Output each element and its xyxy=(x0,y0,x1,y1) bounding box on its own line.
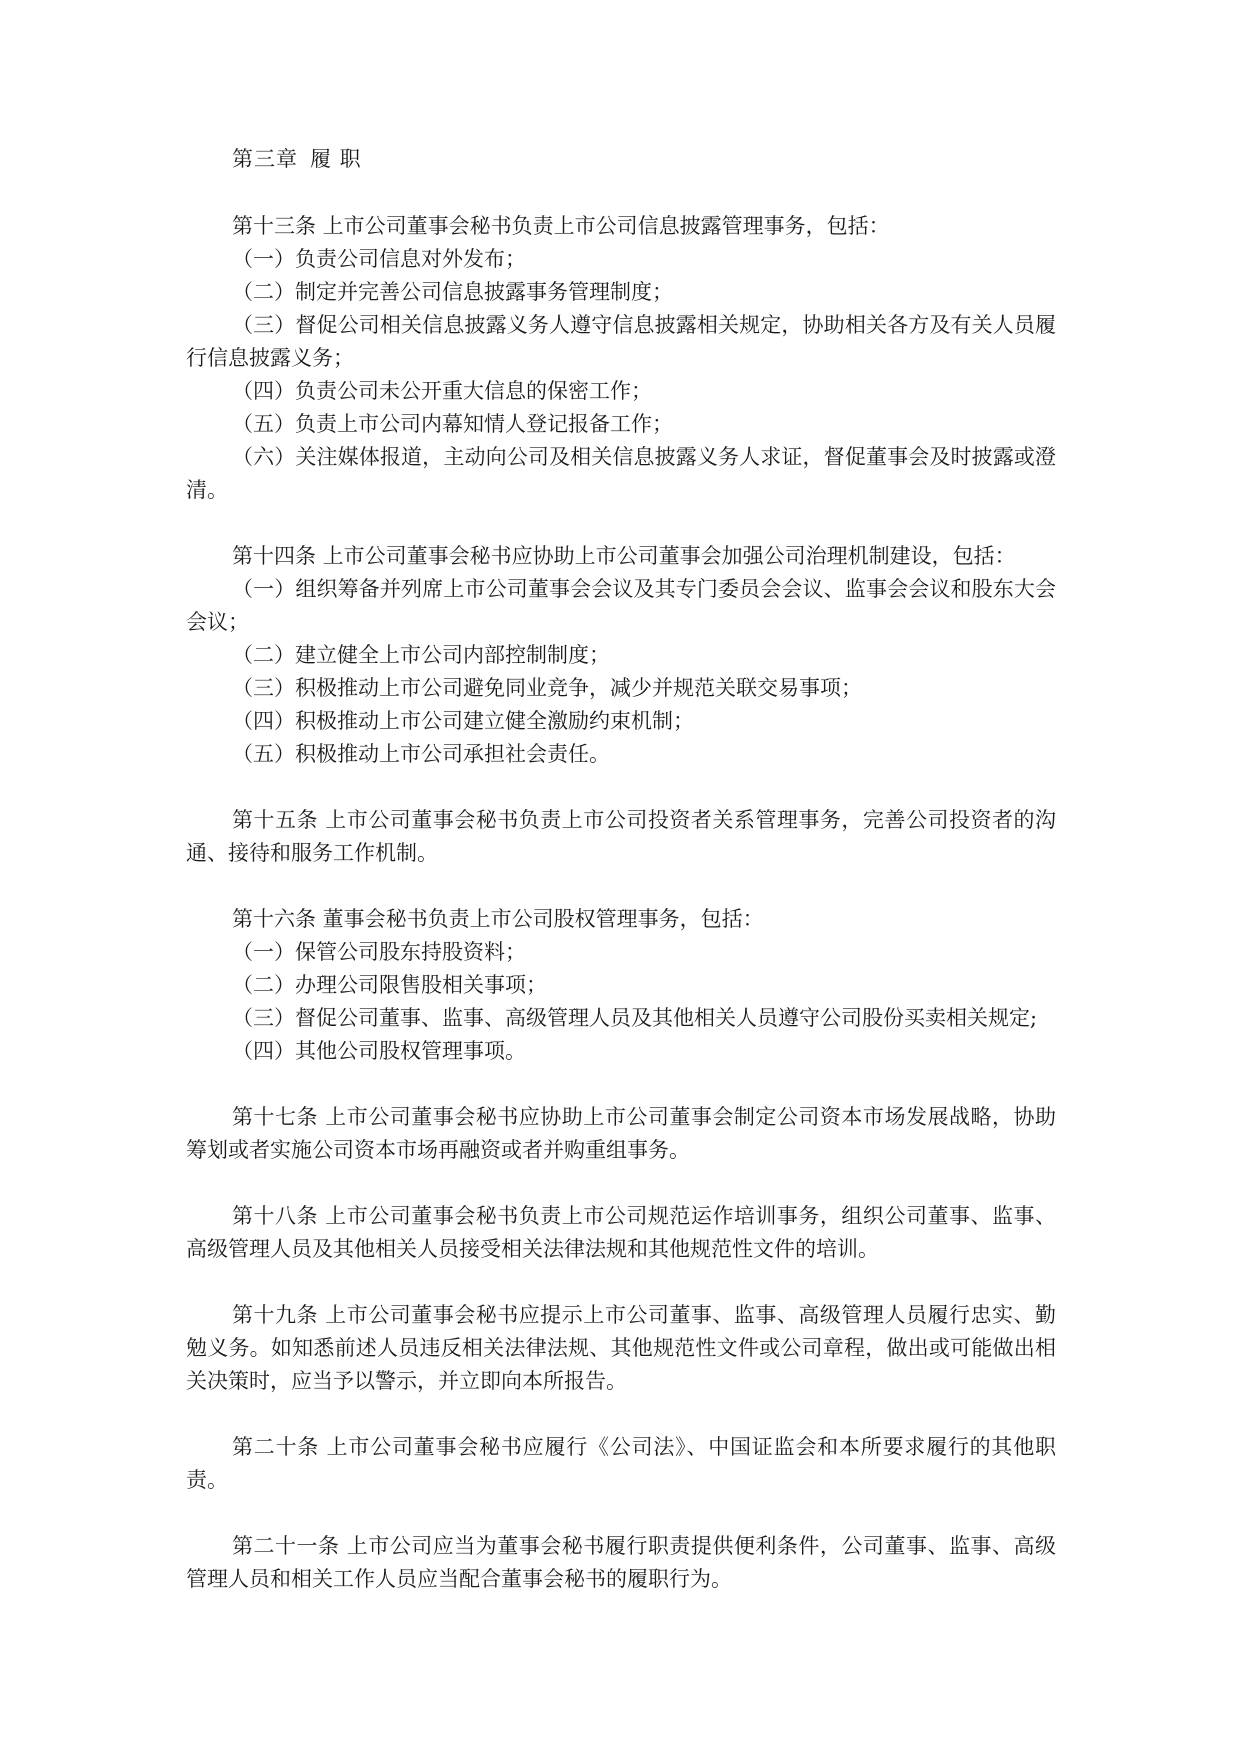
article xyxy=(186,1200,1056,1266)
chapter-heading xyxy=(186,143,1056,176)
article xyxy=(186,1431,1056,1497)
article-text: 第十九条 上市公司董事会秘书应提示上市公司董事、监事、高级管理人员履行忠实、勤勉义务。如知悉前述人员违反相关法律法规、其他规范性文件或公司章程，做出或可能做出相关决策时，应当予以警示，并立即向本所报告。 xyxy=(186,1303,1056,1393)
article-list xyxy=(186,210,1056,1596)
article-item: （三）积极推动上市公司避免同业竞争，减少并规范关联交易事项； xyxy=(232,676,862,700)
article xyxy=(186,210,1056,507)
article-text: 第十四条 上市公司董事会秘书应协助上市公司董事会加强公司治理机制建设，包括： xyxy=(232,544,1016,568)
article-text: 第十八条 上市公司董事会秘书负责上市公司规范运作培训事务，组织公司董事、监事、高级管理人员及其他相关人员接受相关法律法规和其他规范性文件的培训。 xyxy=(186,1204,1056,1261)
article-item: （二）制定并完善公司信息披露事务管理制度； xyxy=(232,280,673,304)
article-item: （二）办理公司限售股相关事项； xyxy=(232,973,547,997)
article-item: （一）保管公司股东持股资料； xyxy=(232,940,526,964)
article-item: （五）负责上市公司内幕知情人登记报备工作； xyxy=(232,412,673,436)
article-text: 第十七条 上市公司董事会秘书应协助上市公司董事会制定公司资本市场发展战略，协助筹划或者实施公司资本市场再融资或者并购重组事务。 xyxy=(186,1105,1056,1162)
article-item: （四）负责公司未公开重大信息的保密工作； xyxy=(232,379,652,403)
article-item: （三）督促公司董事、监事、高级管理人员及其他相关人员遵守公司股份买卖相关规定; xyxy=(232,1006,1038,1030)
article-item: （四）其他公司股权管理事项。 xyxy=(232,1039,526,1063)
article-item: （五）积极推动上市公司承担社会责任。 xyxy=(232,742,610,766)
article-item: （三）督促公司相关信息披露义务人遵守信息披露相关规定，协助相关各方及有关人员履行信息披露义务； xyxy=(186,313,1056,370)
document-body xyxy=(186,143,1056,1629)
article-text: 第十五条 上市公司董事会秘书负责上市公司投资者关系管理事务，完善公司投资者的沟通、接待和服务工作机制。 xyxy=(186,808,1056,865)
article xyxy=(186,540,1056,771)
article xyxy=(186,1299,1056,1398)
article-text: 第二十条 上市公司董事会秘书应履行《公司法》、中国证监会和本所要求履行的其他职责。 xyxy=(186,1435,1056,1492)
chapter-title: 履 职 xyxy=(310,147,362,171)
article-text: 第二十一条 上市公司应当为董事会秘书履行职责提供便利条件，公司董事、监事、高级管理人员和相关工作人员应当配合董事会秘书的履职行为。 xyxy=(186,1534,1056,1591)
article-text: 第十六条 董事会秘书负责上市公司股权管理事务，包括： xyxy=(232,907,764,931)
article xyxy=(186,1530,1056,1596)
article-item: （四）积极推动上市公司建立健全激励约束机制； xyxy=(232,709,694,733)
article-item: （二）建立健全上市公司内部控制制度； xyxy=(232,643,610,667)
article-item: （一）组织筹备并列席上市公司董事会会议及其专门委员会会议、监事会会议和股东大会会议； xyxy=(186,577,1056,634)
article-item: （一）负责公司信息对外发布； xyxy=(232,247,526,271)
article-text: 第十三条 上市公司董事会秘书负责上市公司信息披露管理事务，包括： xyxy=(232,214,890,238)
article xyxy=(186,903,1056,1068)
article xyxy=(186,1101,1056,1167)
article xyxy=(186,804,1056,870)
chapter-label: 第三章 xyxy=(232,147,298,171)
article-item: （六）关注媒体报道，主动向公司及相关信息披露义务人求证，督促董事会及时披露或澄清。 xyxy=(186,445,1056,502)
